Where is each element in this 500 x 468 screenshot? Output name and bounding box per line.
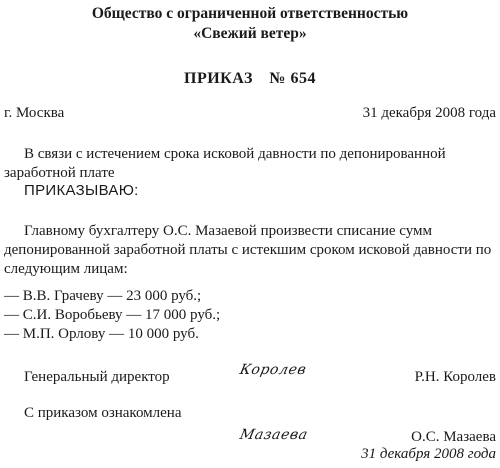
- order-number: № 654: [269, 70, 316, 87]
- payment-item: — В.В. Грачеву — 23 000 руб.;: [4, 288, 202, 304]
- acquaintance-note: С приказом ознакомлена: [24, 405, 182, 421]
- order-directive: ПРИКАЗЫВАЮ:: [24, 182, 139, 199]
- order-heading: [0, 70, 500, 88]
- order-date: 31 декабря 2008 года: [362, 105, 496, 121]
- acquaintance-date: 31 декабря 2008 года: [361, 446, 496, 462]
- accountant-name: О.С. Мазаева: [411, 429, 496, 445]
- payment-item: — С.И. Воробьеву — 17 000 руб.;: [4, 307, 221, 323]
- organization-type: Общество с ограниченной ответственностью: [91, 5, 409, 22]
- payment-item: — М.П. Орлову — 10 000 руб.: [4, 326, 199, 342]
- order-title: ПРИКАЗ: [184, 70, 253, 87]
- accountant-signature: Мазаева: [238, 427, 310, 443]
- director-name: Р.Н. Королев: [414, 369, 496, 385]
- organization-name: «Свежий ветер»: [193, 25, 307, 42]
- director-role: Генеральный директор: [24, 369, 170, 385]
- order-city: г. Москва: [4, 105, 65, 121]
- reason-paragraph: В связи с истечением срока исковой давности по депонированной заработной плате: [4, 146, 446, 181]
- instruction-paragraph: Главному бухгалтеру О.С. Мазаевой произвести списание сумм депонированной заработной платы с истекшим сроком исковой давности по следующим лицам:: [4, 223, 492, 277]
- director-signature: Королев: [238, 362, 308, 378]
